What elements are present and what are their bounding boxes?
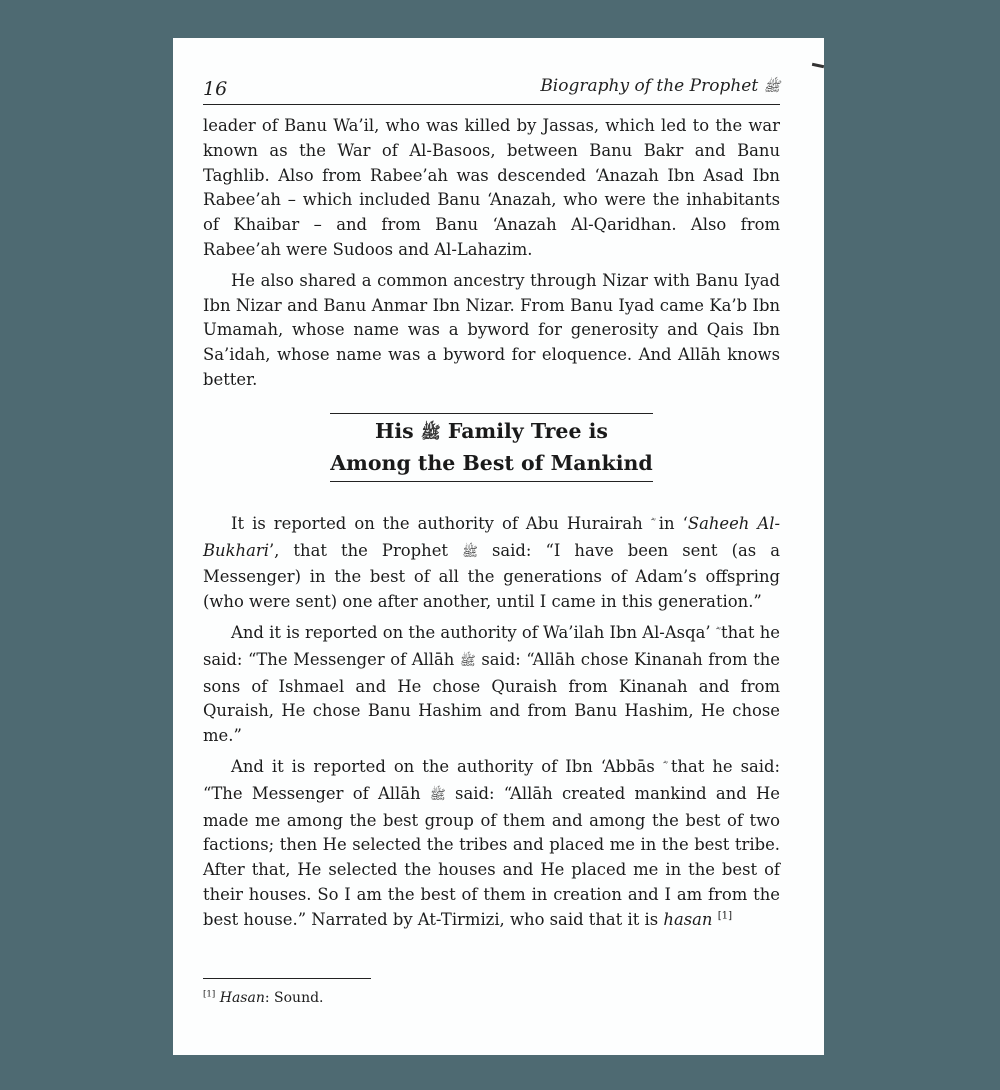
text: said: “Allāh created mankind and He made me among the best group of them and among the best of two factions; then He selected the tribes and placed me in the best tribe. After that, He selected the houses and He placed me in the best of their houses. So I am the best of them in creation and I am from the best house.” Narrated by At-Tirmizi, who said that it is [203,783,781,929]
footnote-term: Hasan [219,990,265,1006]
source-title: Saheeh Al-Bukhari [203,513,781,560]
heading-text: His [375,418,414,443]
footnote-marker: [1] [203,989,216,1000]
footnote-reference[interactable]: [1] [717,910,733,922]
footnote-divider [203,978,371,979]
text: ’, that the Prophet [268,540,448,560]
scan-mark [812,63,824,68]
page-number: 16 [203,78,228,100]
text: in ‘ [658,513,688,533]
hadith-paragraph [203,755,780,933]
paragraph-continuation: leader of Banu Wa’il, who was killed by Jassas, which led to the war known as the War of Al-Basoos, between Banu Bakr and Banu Taghlib. Also from Rabee’ah was descended ‘Anazah Ibn Asad Ibn Rabee’ah – which included Banu ‘Anazah, who were the inhabitants of Khaibar – and from Banu ‘Anazah Al-Qaridhan. Also from Rabee’ah were Sudoos and Al-Lahazim. [203,116,780,259]
honorific-icon: ﷺ [763,79,780,95]
hadith-paragraph [203,512,780,615]
text: And it is reported on the authority of Wa’ilah Ibn Al-Asqa’ [231,622,711,642]
text: that he said: “The Messenger of Allāh [203,622,780,669]
prophet-honorific-icon: ﷺ [462,544,478,560]
footnote [203,990,324,1006]
term-italic: hasan [663,909,713,929]
text: that he said: “The Messenger of Allāh [203,756,781,803]
text: And it is reported on the authority of Ibn ‘Abbās [231,756,655,776]
page-body [203,114,780,939]
heading-text: Among the Best of Mankind [330,450,653,475]
section-heading-wrap [203,413,780,482]
running-title-text: Biography of the Prophet [540,76,759,96]
footnote-text: : Sound. [264,990,324,1006]
section-heading [330,413,652,482]
hadith-paragraph [203,621,780,749]
text: said: “I have been sent (as a Messenger) in the best of all the generations of Adam’s offspring (who were sent) one after another, until I came in this generation.” [203,540,781,612]
heading-text: Family Tree is [447,418,608,443]
book-page [173,38,824,1055]
running-title [540,76,780,98]
prophet-honorific-icon: ﷺ [459,653,476,669]
page-header [203,74,780,105]
text: said: “Allāh chose Kinanah from the sons of Ishmael and He chose Quraish from Kinanah and from Quraish, He chose Banu Hashim and from Banu Hashim, He chose me.” [203,649,780,746]
text: It is reported on the authority of Abu Hurairah [231,513,643,533]
paragraph-ancestry: He also shared a common ancestry through Nizar with Banu Iyad Ibn Nizar and Banu Anmar Ibn Nizar. From Banu Iyad came Ka’b Ibn Umamah, whose name was a byword for generosity and Qais Ibn Sa’idah, whose name was a byword for eloquence. And Allāh knows better. [203,270,780,389]
prophet-honorific-icon: ﷺ [429,787,446,803]
honorific-icon: ﷺ [420,422,441,442]
